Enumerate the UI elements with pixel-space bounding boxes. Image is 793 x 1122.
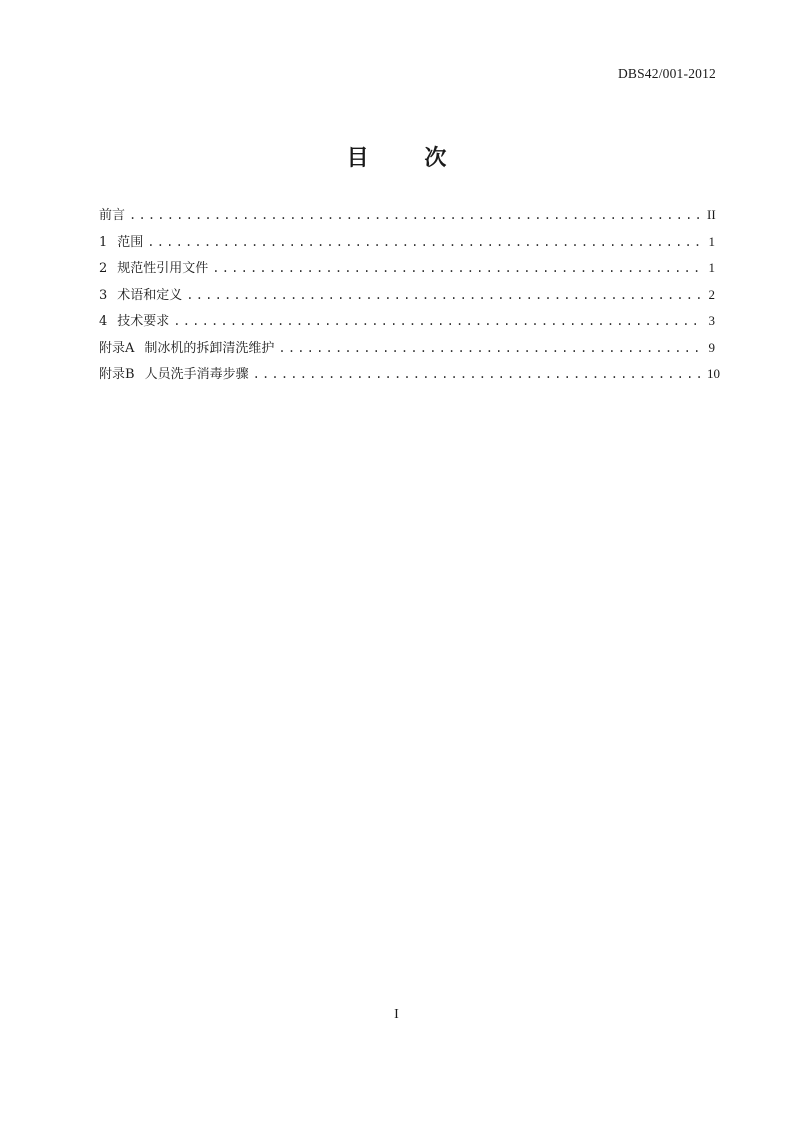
toc-entry-number: 附录B bbox=[99, 367, 135, 382]
toc-dot-leader bbox=[186, 282, 703, 309]
toc-entry-appendix-b[interactable] bbox=[99, 361, 720, 388]
toc-entry-number: 附录A bbox=[99, 340, 135, 356]
toc-entry-label: 人员洗手消毒步骤 bbox=[144, 367, 249, 382]
toc-entry-terms-definitions[interactable] bbox=[99, 282, 715, 309]
toc-entry-normative-references[interactable] bbox=[99, 255, 715, 282]
toc-entry-number: 1 bbox=[99, 234, 108, 250]
toc-dot-leader bbox=[278, 335, 703, 362]
toc-entry-foreword[interactable] bbox=[99, 202, 715, 229]
toc-entry-number: 4 bbox=[99, 314, 108, 329]
toc-entry-scope[interactable] bbox=[99, 229, 715, 256]
toc-entry-page: II bbox=[707, 207, 716, 222]
toc-entry-number: 3 bbox=[99, 287, 108, 303]
toc-entry-page: 10 bbox=[707, 366, 720, 381]
toc-entry-label: 制冰机的拆卸清洗维护 bbox=[144, 340, 275, 356]
toc-dot-leader bbox=[212, 255, 703, 282]
toc-entry-label: 术语和定义 bbox=[117, 287, 183, 303]
toc-dot-leader bbox=[253, 361, 703, 388]
toc-entry-label: 规范性引用文件 bbox=[117, 261, 209, 276]
toc-dot-leader bbox=[129, 202, 703, 229]
toc-entry-label: 前言 bbox=[99, 208, 126, 223]
toc-dot-leader bbox=[147, 229, 703, 256]
page-number: I bbox=[394, 1007, 399, 1022]
toc-entry-technical-requirements[interactable] bbox=[99, 308, 715, 335]
toc-entry-page: 9 bbox=[708, 339, 715, 355]
toc-entry-page: 2 bbox=[708, 286, 715, 302]
document-code: DBS42/001-2012 bbox=[617, 66, 716, 81]
toc-entry-label: 范围 bbox=[117, 234, 144, 250]
toc-entry-page: 1 bbox=[708, 233, 715, 249]
toc-entry-label: 技术要求 bbox=[117, 314, 170, 329]
toc-entry-number: 2 bbox=[99, 261, 108, 276]
toc-entry-appendix-a[interactable] bbox=[99, 335, 715, 362]
toc-entry-page: 3 bbox=[708, 313, 715, 328]
table-of-contents bbox=[99, 202, 720, 388]
toc-entry-page: 1 bbox=[708, 260, 715, 275]
toc-dot-leader bbox=[173, 308, 703, 335]
toc-title: 目 次 bbox=[346, 145, 471, 171]
